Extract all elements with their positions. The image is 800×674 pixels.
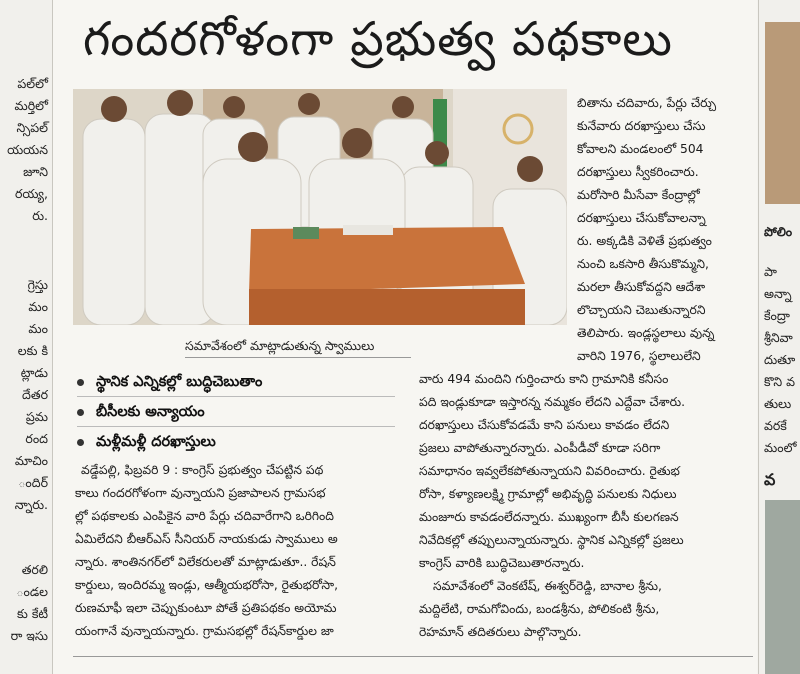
left-fragment: లకు కి (17, 343, 48, 358)
body-line: మద్దిలేటి, రామగోవిందు, బండశ్రీను, పోలికంటి శ్రీను, (419, 602, 660, 616)
highlight-text: బీసీలకు అన్యాయం (96, 404, 205, 420)
right-fragment: పా (764, 264, 777, 279)
body-line: యంగానే వున్నాయన్నారు. గ్రామసభల్లో రేషన్‌కార్డుల జా (75, 624, 334, 638)
highlight-item (77, 404, 205, 424)
body-line: ప్రజలు వాపోతున్నారన్నారు. ఎంపీడీవో కూడా సరిగా (419, 441, 661, 455)
bullet-icon (77, 439, 84, 446)
right-adjacent-column (758, 0, 800, 674)
left-fragment: మర్తిలో (14, 98, 48, 113)
caption-rule (185, 357, 411, 358)
body-line: కార్డులు, ఇందిరమ్మ ఇండ్లు, ఆత్మీయభరోసా, రైతుభరోసా, (75, 578, 338, 592)
right-fragment: కొని వ (764, 374, 795, 389)
body-line: ఏమిలేదని బీఆర్ఎస్ సీనియర్ నాయకుడు స్వాములు అ (75, 532, 338, 546)
highlight-divider (77, 396, 395, 397)
body-line: తెలిపారు. ఇండ్లస్థలాలు వున్న (577, 326, 715, 340)
body-line: రు. అక్కడికి వెళితే ప్రభుత్వం (577, 234, 712, 248)
left-adjacent-column (0, 0, 53, 674)
body-line: వారిని 1976, స్థలాలులేని (577, 349, 701, 363)
left-fragment: న్సిపల్ (16, 120, 48, 135)
left-fragment: మాచిం (14, 453, 48, 468)
left-fragment: గ్రెస్తు (27, 277, 48, 292)
body-line: కాంగ్రెస్ వారికి బుద్ధిచెబుతారన్నారు. (419, 556, 585, 570)
left-fragment: న్నారు. (14, 497, 48, 512)
body-line: దరఖాస్తులు స్వీకరించారు. (577, 165, 699, 179)
left-fragment: తరలి (21, 562, 48, 577)
left-fragment: ందిర్ (18, 475, 48, 490)
adjacent-photo (765, 500, 800, 674)
article-bottom-rule (73, 656, 753, 657)
highlight-text: మళ్లీమళ్లీ దరఖాస్తులు (96, 434, 216, 450)
bullet-icon (77, 379, 84, 386)
left-fragment: ట్లాడు (20, 365, 48, 380)
article-photo (73, 89, 567, 325)
left-fragment: రంద (25, 431, 48, 446)
body-line: రెహమాన్ తదితరులు పాల్గొన్నారు. (419, 625, 582, 639)
body-line: పది ఇండ్లుకూడా ఇస్తారన్న నమ్మకం లేదని ఎద్దేవా చేశారు. (419, 395, 686, 409)
body-line: న్నారు. శాంతినగర్‌లో విలేకరులతో మాట్లాడుతూ.. రేషన్ (75, 555, 336, 569)
left-fragment: మం (28, 321, 48, 336)
headline: గందరగోళంగా ప్రభుత్వ పథకాలు (83, 12, 673, 67)
left-fragment: పల్‌లో (17, 76, 48, 91)
body-line: వారు 494 మందిని గుర్తించారు కాని గ్రామానికి కనీసం (419, 372, 669, 386)
body-line: లొచ్చాయని చెబుతున్నారని (577, 303, 706, 317)
left-fragment: రా ఇసు (10, 628, 48, 643)
body-line: నివేదికల్లో తప్పులున్నాయన్నారు. స్థానిక ఎన్నికల్లో ప్రజలు (419, 533, 684, 547)
body-line: కాలు గందరగోళంగా వున్నాయని ప్రజాపాలన గ్రామసభ (75, 486, 326, 500)
left-fragment: రయ్య, (14, 186, 48, 201)
left-fragment: రు. (32, 208, 48, 223)
body-line: కోవాలని మండలంలో 504 (577, 142, 704, 156)
body-line: రోసా, కళ్యాణలక్ష్మి గ్రామాల్లో అభివృద్ధి పనులకు నిధులు (419, 487, 677, 501)
right-fragment: వరకే (764, 418, 787, 433)
right-fragment: దుతూ (764, 352, 796, 367)
highlight-item (77, 434, 216, 454)
left-fragment: ప్రమ (25, 409, 48, 424)
right-fragment: తులు (764, 396, 792, 411)
body-line: కునేవారు దరఖాస్తులు చేసు (577, 119, 706, 133)
body-line: ల్లో పథకాలకు ఎంపికైన వారి పేర్లు చదివారేగాని ఒరిగింది (75, 509, 334, 523)
body-line: మరోసారి మీసేవా కేంద్రాల్లో (577, 188, 700, 202)
bullet-icon (77, 409, 84, 416)
photo-caption: సమావేశంలో మాట్లాడుతున్న స్వాములు (185, 338, 375, 353)
body-line: దరఖాస్తులు చేసుకోవడమే కాని పనులు కావడం లేదని (419, 418, 670, 432)
group-photo-illustration (73, 89, 567, 325)
body-line: వడ్డేపల్లి, ఫిబ్రవరి 9 : కాంగ్రెస్ ప్రభుత్వం చేపట్టిన పథ (81, 463, 324, 477)
left-fragment: ండల (16, 584, 48, 599)
left-fragment: మం (28, 299, 48, 314)
highlight-item (77, 374, 262, 394)
right-fragment: వ (764, 470, 776, 489)
left-fragment: యయన (7, 142, 48, 157)
highlight-text: స్థానిక ఎన్నికల్లో బుద్ధిచెబుతాం (96, 374, 263, 390)
left-fragment: జూని (23, 164, 48, 179)
body-line: దరఖాస్తులు చేసుకోవాలన్నా (577, 211, 706, 225)
body-line: మరలా తీసుకోవద్దని ఆదేశా (577, 280, 706, 294)
right-fragment: కేంద్రా (764, 308, 790, 323)
body-line: బితాను చదివారు, పేర్లు చేర్చు (577, 96, 717, 110)
highlight-divider (77, 426, 395, 427)
left-fragment: కు కేటీ (17, 606, 48, 621)
body-line: రుణమాఫీ ఇలా చెప్పుకుంటూ పోతే ప్రతిపథకం అయోమ (75, 601, 337, 615)
left-fragment: దేతర (22, 387, 48, 402)
right-fragment: శ్రీనివా (764, 330, 793, 345)
body-line: సమాధానం ఇవ్వలేకపోతున్నాయని వివరించారు. రైతుభ (419, 464, 680, 478)
body-line: నుంచి ఒకసారి తీసుకొమ్మని, (577, 257, 709, 271)
adjacent-photo (765, 22, 800, 204)
right-fragment: అన్నా (764, 286, 792, 301)
article (53, 0, 757, 674)
body-line: మంజూరు కావడంలేదన్నారు. ముఖ్యంగా బీసీ కులగణన (419, 510, 679, 524)
right-fragment: పోలిం (764, 224, 793, 239)
right-fragment: మంలో (764, 440, 797, 455)
body-line: సమావేశంలో వెంకటేష్, ఈశ్వర్‌రెడ్డి, బానాల శ్రీను, (433, 579, 662, 593)
